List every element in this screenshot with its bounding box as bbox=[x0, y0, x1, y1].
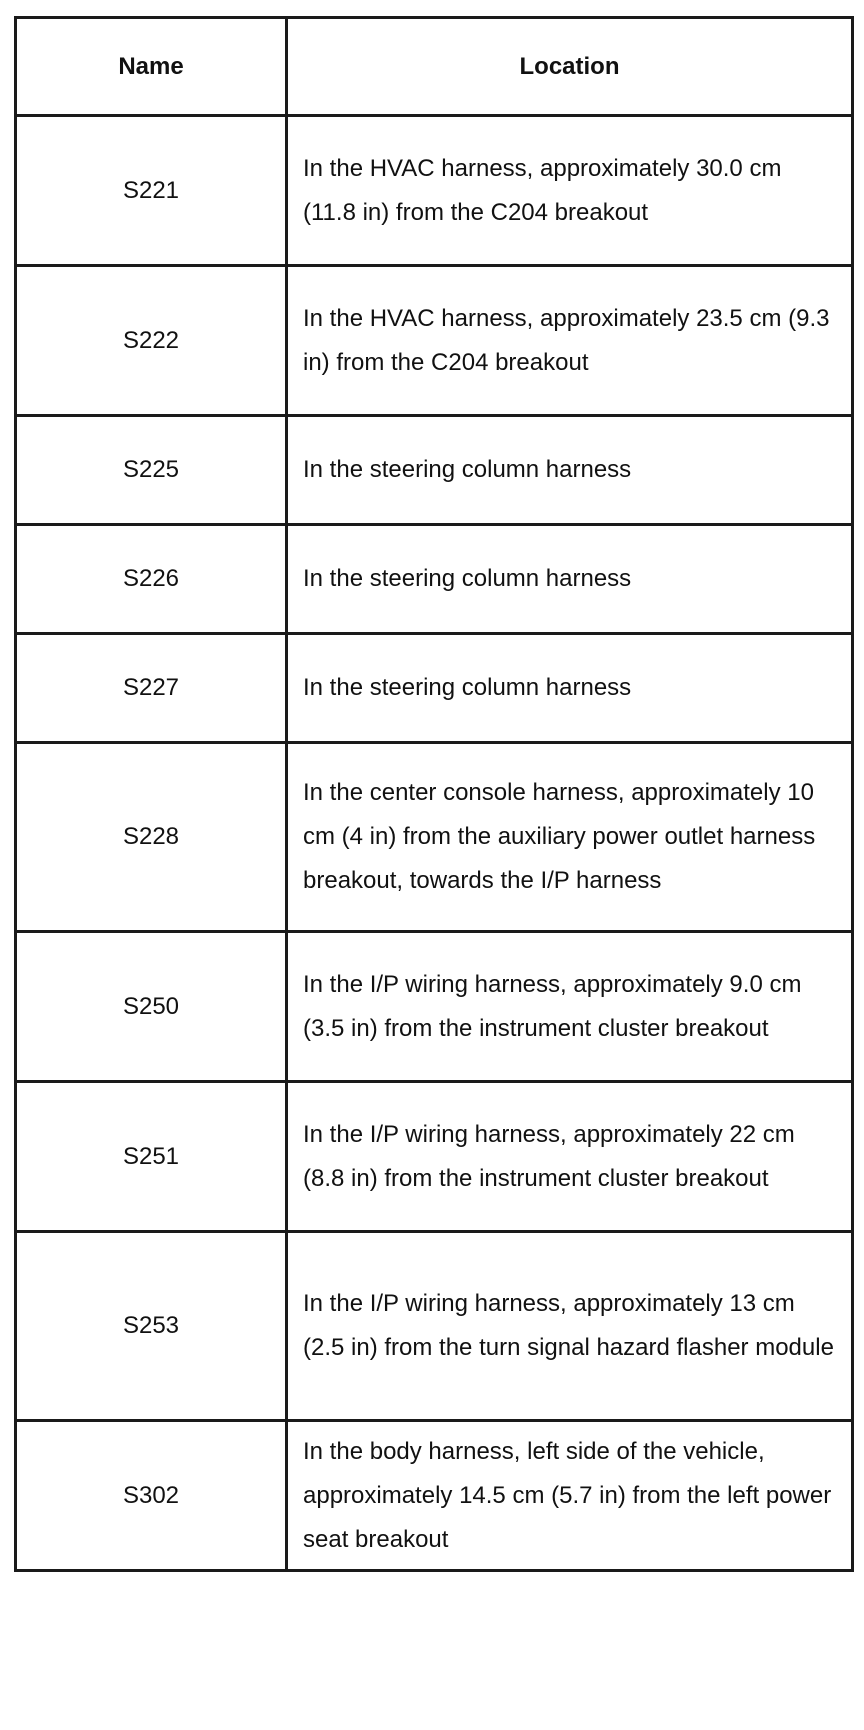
splice-name-cell: S302 bbox=[16, 1421, 287, 1571]
table-row bbox=[16, 266, 853, 416]
splice-location-cell: In the steering column harness bbox=[287, 416, 853, 525]
table-header-row bbox=[16, 18, 853, 116]
column-header-name: Name bbox=[16, 18, 287, 116]
splice-name-cell: S225 bbox=[16, 416, 287, 525]
table-row bbox=[16, 416, 853, 525]
splice-location-cell: In the I/P wiring harness, approximately 22 cm (8.8 in) from the instrument cluster breakout bbox=[287, 1082, 853, 1232]
table-row bbox=[16, 634, 853, 743]
table-row bbox=[16, 1082, 853, 1232]
splice-location-cell: In the I/P wiring harness, approximately 13 cm (2.5 in) from the turn signal hazard flasher module bbox=[287, 1232, 853, 1421]
splice-location-table bbox=[14, 16, 854, 1572]
table-row bbox=[16, 743, 853, 932]
table-row bbox=[16, 1232, 853, 1421]
splice-location-cell: In the HVAC harness, approximately 23.5 cm (9.3 in) from the C204 breakout bbox=[287, 266, 853, 416]
table-row bbox=[16, 1421, 853, 1571]
column-header-location: Location bbox=[287, 18, 853, 116]
splice-name-cell: S227 bbox=[16, 634, 287, 743]
splice-location-cell: In the body harness, left side of the vehicle, approximately 14.5 cm (5.7 in) from the left power seat breakout bbox=[287, 1421, 853, 1571]
table-row bbox=[16, 525, 853, 634]
splice-name-cell: S222 bbox=[16, 266, 287, 416]
splice-name-cell: S251 bbox=[16, 1082, 287, 1232]
splice-name-cell: S250 bbox=[16, 932, 287, 1082]
splice-name-cell: S226 bbox=[16, 525, 287, 634]
splice-name-cell: S228 bbox=[16, 743, 287, 932]
splice-location-cell: In the steering column harness bbox=[287, 525, 853, 634]
splice-location-cell: In the HVAC harness, approximately 30.0 cm (11.8 in) from the C204 breakout bbox=[287, 116, 853, 266]
splice-name-cell: S221 bbox=[16, 116, 287, 266]
table-row bbox=[16, 932, 853, 1082]
splice-name-cell: S253 bbox=[16, 1232, 287, 1421]
table-row bbox=[16, 116, 853, 266]
splice-location-cell: In the center console harness, approximately 10 cm (4 in) from the auxiliary power outlet harness breakout, towards the I/P harness bbox=[287, 743, 853, 932]
splice-location-cell: In the steering column harness bbox=[287, 634, 853, 743]
splice-location-cell: In the I/P wiring harness, approximately 9.0 cm (3.5 in) from the instrument cluster breakout bbox=[287, 932, 853, 1082]
